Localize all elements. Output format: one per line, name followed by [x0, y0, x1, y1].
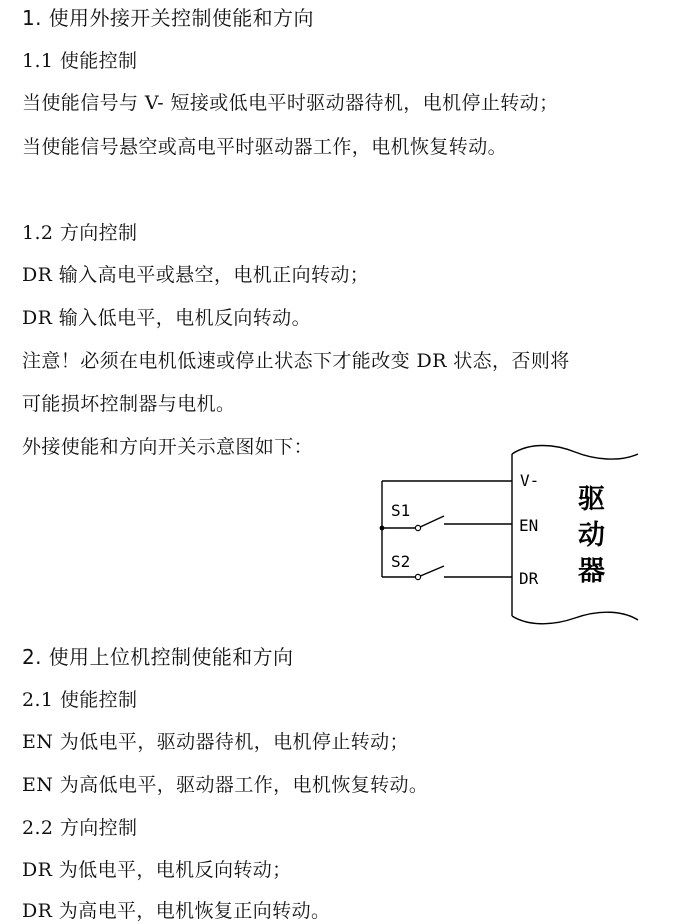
- dr-text-line-1: DR 为低电平，电机反向转动；: [22, 859, 292, 881]
- warning-text-line-2: 可能损坏控制器与电机。: [22, 393, 236, 415]
- switch-wiring-diagram: [370, 440, 674, 630]
- enable-text-line-2: 当使能信号悬空或高电平时驱动器工作，电机恢复转动。: [22, 136, 508, 158]
- terminal-en-label: EN: [519, 516, 539, 535]
- enable-text-line-1: 当使能信号与 V- 短接或低电平时驱动器待机，电机停止转动；: [22, 92, 559, 114]
- driver-box-bottom-edge: [512, 612, 638, 624]
- driver-box-top-edge: [512, 446, 638, 460]
- direction-text-line-1: DR 输入高电平或悬空，电机正向转动；: [22, 264, 370, 286]
- driver-label-char-3: 器: [578, 556, 605, 587]
- en-text-line-1: EN 为低电平，驱动器待机，电机停止转动；: [22, 731, 409, 753]
- section-2-2-title: 2.2 方向控制: [22, 817, 138, 839]
- s2-contact: [415, 574, 420, 579]
- driver-label-char-1: 驱: [578, 484, 605, 515]
- junction-dot: [380, 526, 385, 531]
- section-2-title: 2. 使用上位机控制使能和方向: [22, 645, 294, 669]
- s2-blade: [418, 566, 444, 577]
- section-2-1-title: 2.1 使能控制: [22, 689, 138, 711]
- terminal-dr-label: DR: [519, 569, 539, 588]
- dr-text-line-2: DR 为高电平，电机恢复正向转动。: [22, 900, 331, 922]
- diagram-caption: 外接使能和方向开关示意图如下：: [22, 436, 314, 458]
- terminal-vminus-label: V-: [520, 471, 540, 490]
- direction-text-line-2: DR 输入低电平，电机反向转动。: [22, 307, 311, 329]
- warning-text-line-1: 注意！必须在电机低速或停止状态下才能改变 DR 状态，否则将: [22, 350, 570, 372]
- s1-blade: [418, 516, 444, 528]
- driver-label-char-2: 动: [578, 520, 605, 551]
- switch-s2-label: S2: [391, 552, 411, 571]
- section-1-1-title: 1.1 使能控制: [22, 50, 138, 72]
- s1-contact: [415, 525, 420, 530]
- en-text-line-2: EN 为高低电平，驱动器工作，电机恢复转动。: [22, 774, 429, 796]
- switch-s1-label: S1: [391, 501, 411, 520]
- section-1-2-title: 1.2 方向控制: [22, 222, 138, 244]
- section-1-title: 1. 使用外接开关控制使能和方向: [22, 6, 314, 30]
